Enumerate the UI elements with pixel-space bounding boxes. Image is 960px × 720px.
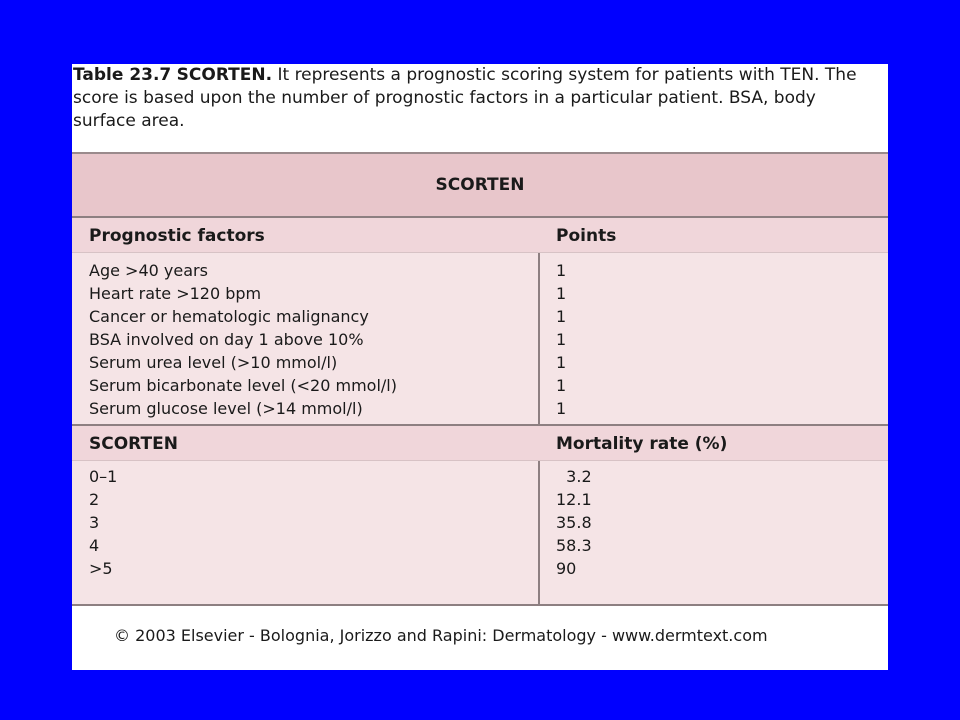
table-row xyxy=(72,282,888,305)
factors-rows xyxy=(72,259,888,420)
table-cell: 90 xyxy=(556,559,577,578)
table-row xyxy=(72,511,888,534)
table-cell: 1 xyxy=(556,353,567,372)
table-cell: 12.1 xyxy=(556,490,592,509)
table-cell: 58.3 xyxy=(556,536,592,555)
table-cell: 1 xyxy=(556,307,567,326)
table-row xyxy=(72,557,888,580)
factors-header-row xyxy=(72,218,888,253)
caption-text: It represents a prognostic scoring system for patients with TEN. The score is based upon the number of prognostic factors in a particular patient. BSA, body surface area. xyxy=(73,65,857,131)
table-cell: Serum urea level (>10 mmol/l) xyxy=(89,353,338,372)
table-cell: 35.8 xyxy=(556,513,592,532)
table-cell: 1 xyxy=(556,399,567,418)
table-row xyxy=(72,351,888,374)
column-header: Points xyxy=(556,226,617,246)
table-cell: Serum glucose level (>14 mmol/l) xyxy=(89,399,363,418)
table-row xyxy=(72,465,888,488)
table-cell: 2 xyxy=(89,490,100,509)
table-cell: Serum bicarbonate level (<20 mmol/l) xyxy=(89,376,397,395)
scorten-table xyxy=(72,152,888,668)
table-cell: Cancer or hematologic malignancy xyxy=(89,307,369,326)
table-cell: 1 xyxy=(556,261,567,280)
table-row xyxy=(72,328,888,351)
table-row xyxy=(72,259,888,282)
table-caption xyxy=(72,64,863,133)
caption-label: Table 23.7 xyxy=(73,65,172,85)
table-cell: >5 xyxy=(89,559,113,578)
document-page xyxy=(72,64,888,645)
table-row xyxy=(72,374,888,397)
column-header: SCORTEN xyxy=(89,434,178,454)
table-cell: BSA involved on day 1 above 10% xyxy=(89,330,364,349)
scorten-header-row xyxy=(72,424,888,461)
copyright-footer xyxy=(72,604,888,670)
table-row xyxy=(72,305,888,328)
mortality-rows xyxy=(72,465,888,580)
table-cell: 3.2 xyxy=(556,467,592,486)
column-header: Mortality rate (%) xyxy=(556,434,728,454)
table-cell: 1 xyxy=(556,330,567,349)
table-cell: Heart rate >120 bpm xyxy=(89,284,262,303)
copyright-text: © 2003 Elsevier - Bolognia, Jorizzo and Rapini: Dermatology - www.dermtext.com xyxy=(114,626,768,645)
table-cell: 0–1 xyxy=(89,467,118,486)
table-cell: 3 xyxy=(89,513,100,532)
table-row xyxy=(72,488,888,511)
caption-title: SCORTEN. xyxy=(176,65,273,85)
table-row xyxy=(72,397,888,420)
table-cell: 1 xyxy=(556,376,567,395)
table-cell: 4 xyxy=(89,536,100,555)
table-row xyxy=(72,534,888,557)
table-title: SCORTEN xyxy=(72,154,888,218)
table-cell: Age >40 years xyxy=(89,261,208,280)
table-cell: 1 xyxy=(556,284,567,303)
column-header: Prognostic factors xyxy=(89,226,265,246)
